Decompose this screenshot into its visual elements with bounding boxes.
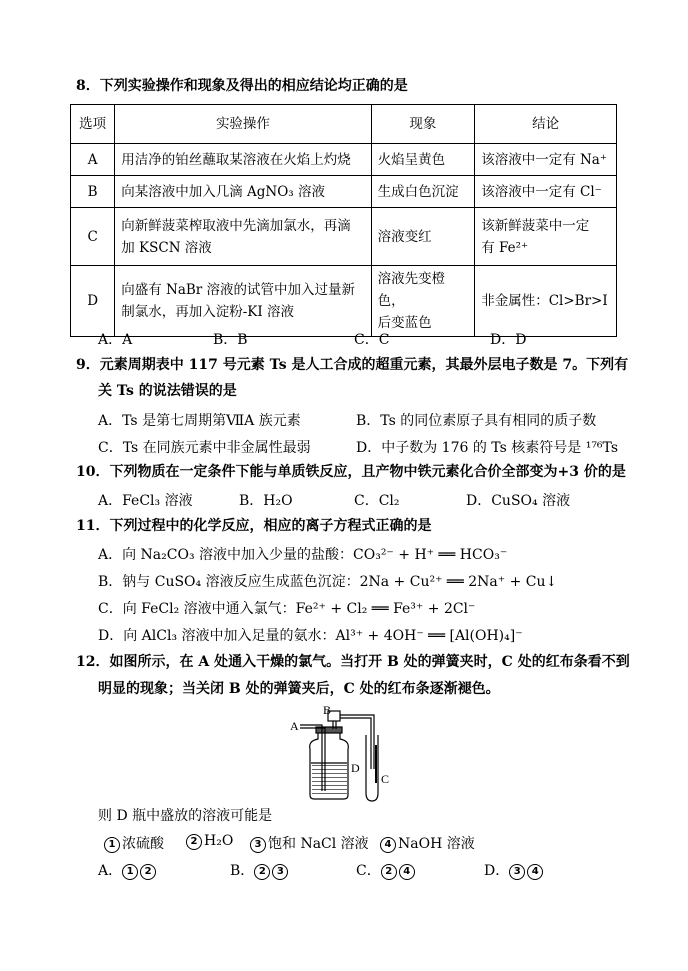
circled-number: 3 [509,864,525,880]
row-operation [115,266,371,337]
q12-option-d [484,860,545,880]
q8-option-a: A．A [98,332,133,348]
table-row [71,144,617,176]
header-option: 选项 [71,105,115,144]
circled-number: 3 [250,837,266,853]
q9-stem-line1: 9．元素周期表中 117 号元素 Ts 是人工合成的超重元素，其最外层电子数是 7。下列有 [76,357,629,373]
row-option: A [71,144,115,176]
circled-number: 4 [380,837,396,853]
choice-text: 饱和 NaCl 溶液 [268,836,369,852]
cell-line: 向新鲜菠菜榨取液中先滴加氯水，再滴 [121,217,351,234]
q11-option-d: D．向 AlCl₃ 溶液中加入足量的氨水：Al³⁺ + 4OH⁻ ══ [Al(OH)₄]⁻ [98,628,523,644]
cell-line: 制氯水，再加入淀粉-KI 溶液 [121,304,295,320]
cell-line: 火焰呈黄色 [377,151,446,168]
row-conclusion [475,266,617,337]
table-header-row [71,105,617,144]
q12-choice-2 [186,833,233,850]
row-conclusion [475,208,617,266]
q12-option-a [98,860,158,880]
label-c: C [381,772,390,786]
circled-number: 1 [122,864,138,880]
q11-option-a: A．向 Na₂CO₃ 溶液中加入少量的盐酸：CO₃²⁻ + H⁺ ══ HCO₃⁻ [98,547,508,563]
q10-option-a: A．FeCl₃ 溶液 [98,493,193,509]
row-option: D [71,266,115,337]
row-conclusion [475,176,617,208]
q10-stem: 10．下列物质在一定条件下能与单质铁反应，且产物中铁元素化合价全部变为+3 价的是 [76,464,626,480]
q12-option-c [356,860,417,880]
q12-stem-line2: 明显的现象；当关闭 B 处的弹簧夹后，C 处的红布条逐渐褪色。 [98,681,500,697]
cell-line: 该溶液中一定有 Cl⁻ [481,183,602,200]
header-phenomenon: 现象 [371,105,475,144]
cell-line: 生成白色沉淀 [377,183,459,200]
choice-text: 浓硫酸 [122,836,164,852]
q9-option-a: A．Ts 是第七周期第ⅦA 族元素 [98,413,301,429]
table-row [71,208,617,266]
q9-stem-line2: 关 Ts 的说法错误的是 [98,383,237,399]
q12-choice-4 [380,833,475,853]
cell-line: 非金属性：Cl>Br>I [481,293,608,309]
q8-option-d: D．D [490,332,527,348]
option-letter: C． [356,863,381,879]
q10-option-c: C．Cl₂ [354,493,400,509]
q8-stem: 8．下列实验操作和现象及得出的相应结论均正确的是 [76,78,408,94]
circled-number: 2 [140,864,156,880]
cell-line: 加 KSCN 溶液 [121,239,212,256]
cell-line: 有 Fe²⁺ [481,239,529,256]
row-operation [115,176,371,208]
label-d: D [351,761,360,775]
q11-stem: 11．下列过程中的化学反应，相应的离子方程式正确的是 [76,518,432,534]
circled-number: 4 [399,864,415,880]
q12-choice-3 [250,833,369,853]
row-option: C [71,208,115,266]
row-option: B [71,176,115,208]
label-a: A [290,719,299,733]
label-b: B [323,705,332,717]
circled-number: 2 [381,864,397,880]
circled-number: 3 [272,864,288,880]
circled-number: 2 [186,834,202,850]
cell-line: 该溶液中一定有 Na⁺ [481,151,607,168]
row-operation [115,208,371,266]
row-operation [115,144,371,176]
cell-line: 溶液变红 [377,228,432,245]
circled-number: 2 [254,864,270,880]
cell-line: 用洁净的铂丝蘸取某溶液在火焰上灼烧 [121,151,351,168]
row-phenomenon [371,144,475,176]
cell-line: 向某溶液中加入几滴 AgNO₃ 溶液 [121,183,325,200]
circled-number: 1 [104,837,120,853]
option-letter: B． [230,863,255,879]
choice-text: NaOH 溶液 [398,836,475,852]
q12-choice-1 [104,833,164,853]
row-phenomenon [371,176,475,208]
cell-line: 向盛有 NaBr 溶液的试管中加入过量新 [121,282,356,298]
circled-number: 4 [527,864,543,880]
row-conclusion [475,144,617,176]
table-row [71,176,617,208]
cell-line: 溶液先变橙色， [377,271,446,309]
q9-option-c: C．Ts 在同族元素中非金属性最弱 [98,440,311,456]
table-row [71,266,617,337]
q11-option-b: B．钠与 CuSO₄ 溶液反应生成蓝色沉淀：2Na + Cu²⁺ ══ 2Na⁺ + Cu↓ [98,574,558,590]
q11-option-c: C．向 FeCl₂ 溶液中通入氯气：Fe²⁺ + Cl₂ ══ Fe³⁺ + 2Cl⁻ [98,601,476,617]
header-conclusion: 结论 [475,105,617,144]
option-letter: D． [484,863,510,879]
cell-line: 后变蓝色 [377,315,432,331]
q8-option-c: C．C [354,332,390,348]
option-letter: A． [98,863,123,879]
gas-washing-apparatus-figure [290,705,400,803]
q8-option-b: B．B [213,332,248,348]
row-phenomenon [371,208,475,266]
cell-line: 该新鲜菠菜中一定 [481,217,590,234]
experiment-table [70,104,617,337]
header-operation: 实验操作 [115,105,371,144]
q9-option-d: D．中子数为 176 的 Ts 核素符号是 ¹⁷⁶Ts [356,440,619,456]
q12-prompt: 则 D 瓶中盛放的溶液可能是 [98,808,273,824]
q12-stem-line1: 12．如图所示，在 A 处通入干燥的氯气。当打开 B 处的弹簧夹时，C 处的红布条看不到 [76,654,630,670]
q12-option-b [230,860,290,880]
q10-option-b: B．H₂O [239,493,293,509]
q9-option-b: B．Ts 的同位素原子具有相同的质子数 [356,413,597,429]
row-phenomenon [371,266,475,337]
q10-option-d: D．CuSO₄ 溶液 [466,493,571,509]
choice-text: H₂O [204,833,234,849]
